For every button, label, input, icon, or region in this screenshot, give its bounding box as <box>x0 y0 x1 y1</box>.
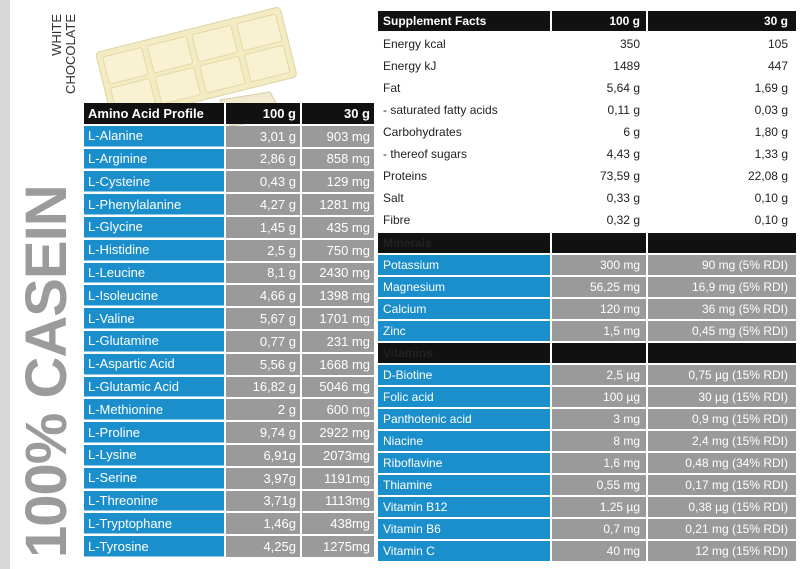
amino-row <box>84 240 374 261</box>
amino-name: L-Histidine <box>84 240 224 261</box>
vitamin-row <box>378 519 796 539</box>
amino-header-name: Amino Acid Profile <box>84 103 224 124</box>
facts-value-100g: 1489 <box>613 59 640 73</box>
supplement-facts-table <box>378 11 796 561</box>
amino-name: L-Methionine <box>84 399 224 420</box>
amino-row <box>84 126 374 147</box>
amino-name: L-Tyrosine <box>84 536 224 557</box>
facts-value-30g: 0,10 g <box>754 213 788 227</box>
mineral-value-100g: 300 mg <box>550 255 646 275</box>
amino-value-100g: 3,01 g <box>224 126 300 147</box>
vitamin-value-30g: 0,21 mg (15% RDI) <box>646 519 796 539</box>
amino-value-30g: 1668 mg <box>300 354 374 375</box>
vitamin-name: Thiamine <box>378 475 550 495</box>
vitamin-value-30g: 0,9 mg (15% RDI) <box>646 409 796 429</box>
vitamin-name: Niacine <box>378 431 550 451</box>
amino-header-30g: 30 g <box>300 103 374 124</box>
minerals-header-row <box>378 233 796 253</box>
facts-header-30g: 30 g <box>646 11 796 31</box>
vitamin-row <box>378 431 796 451</box>
amino-value-30g: 1281 mg <box>300 194 374 215</box>
vitamin-row <box>378 497 796 517</box>
mineral-value-100g: 120 mg <box>550 299 646 319</box>
facts-value-100g: 350 <box>619 37 640 51</box>
amino-value-30g: 1113mg <box>300 491 374 512</box>
facts-value-30g: 0,03 g <box>754 103 788 117</box>
amino-row <box>84 194 374 215</box>
vitamin-row <box>378 409 796 429</box>
amino-header-row <box>84 103 374 124</box>
vitamins-header-blank-2 <box>646 343 796 363</box>
vitamin-name: Folic acid <box>378 387 550 407</box>
vitamin-row <box>378 387 796 407</box>
amino-value-100g: 5,67 g <box>224 308 300 329</box>
facts-value-100g: 5,64 g <box>606 81 640 95</box>
vitamin-name: D-Biotine <box>378 365 550 385</box>
mineral-value-100g: 56,25 mg <box>550 277 646 297</box>
minerals-title: Minerals <box>378 233 550 253</box>
amino-value-30g: 2430 mg <box>300 263 374 284</box>
amino-value-100g: 4,27 g <box>224 194 300 215</box>
facts-value-100g: 73,59 g <box>599 169 640 183</box>
amino-name: L-Valine <box>84 308 224 329</box>
amino-row <box>84 468 374 489</box>
facts-row <box>378 99 796 121</box>
facts-header-100g: 100 g <box>550 11 646 31</box>
amino-value-100g: 5,56 g <box>224 354 300 375</box>
amino-row <box>84 445 374 466</box>
amino-row <box>84 285 374 306</box>
amino-value-100g: 2 g <box>224 399 300 420</box>
mineral-row <box>378 299 796 319</box>
mineral-row <box>378 255 796 275</box>
vitamins-header-blank-1 <box>550 343 646 363</box>
facts-name: Fibre <box>383 213 411 227</box>
facts-value-100g: 0,32 g <box>606 213 640 227</box>
facts-name: - saturated fatty acids <box>383 103 498 117</box>
mineral-value-30g: 0,45 mg (5% RDI) <box>646 321 796 341</box>
amino-value-30g: 2922 mg <box>300 422 374 443</box>
mineral-name: Zinc <box>378 321 550 341</box>
mineral-row <box>378 321 796 341</box>
amino-value-30g: 1275mg <box>300 536 374 557</box>
amino-value-100g: 9,74 g <box>224 422 300 443</box>
vitamin-row <box>378 365 796 385</box>
facts-value-100g: 0,33 g <box>606 191 640 205</box>
vitamin-name: Vitamin B6 <box>378 519 550 539</box>
vitamin-value-100g: 1,6 mg <box>550 453 646 473</box>
amino-value-100g: 1,45 g <box>224 217 300 238</box>
vitamin-value-30g: 0,48 mg (34% RDI) <box>646 453 796 473</box>
amino-row <box>84 171 374 192</box>
mineral-value-100g: 1,5 mg <box>550 321 646 341</box>
amino-name: L-Leucine <box>84 263 224 284</box>
vitamin-value-30g: 0,38 µg (15% RDI) <box>646 497 796 517</box>
amino-row <box>84 399 374 420</box>
minerals-header-blank-2 <box>646 233 796 253</box>
mineral-name: Potassium <box>378 255 550 275</box>
amino-name: L-Aspartic Acid <box>84 354 224 375</box>
facts-name: Carbohydrates <box>383 125 462 139</box>
vitamin-value-100g: 1,25 µg <box>550 497 646 517</box>
facts-value-100g: 0,11 g <box>607 103 640 117</box>
vitamin-value-100g: 8 mg <box>550 431 646 451</box>
amino-name: L-Tryptophane <box>84 513 224 534</box>
amino-value-30g: 438mg <box>300 513 374 534</box>
amino-value-100g: 3,97g <box>224 468 300 489</box>
vitamin-row <box>378 475 796 495</box>
facts-value-30g: 105 <box>767 37 788 51</box>
facts-row <box>378 165 796 187</box>
mineral-name: Calcium <box>378 299 550 319</box>
vitamin-name: Vitamin B12 <box>378 497 550 517</box>
amino-row <box>84 422 374 443</box>
flavor-label <box>50 14 80 124</box>
facts-value-30g: 1,69 g <box>754 81 788 95</box>
amino-value-100g: 2,86 g <box>224 149 300 170</box>
mineral-value-30g: 36 mg (5% RDI) <box>646 299 796 319</box>
amino-row <box>84 331 374 352</box>
amino-acid-table <box>84 101 374 559</box>
amino-name: L-Glycine <box>84 217 224 238</box>
vitamin-value-30g: 12 mg (15% RDI) <box>646 541 796 561</box>
facts-name: Salt <box>383 191 404 205</box>
amino-name: L-Threonine <box>84 491 224 512</box>
amino-name: L-Cysteine <box>84 171 224 192</box>
amino-value-30g: 903 mg <box>300 126 374 147</box>
amino-name: L-Serine <box>84 468 224 489</box>
vitamin-row <box>378 453 796 473</box>
mineral-value-30g: 90 mg (5% RDI) <box>646 255 796 275</box>
amino-row <box>84 491 374 512</box>
amino-row <box>84 149 374 170</box>
brand-title: 100% CASEIN <box>14 185 79 558</box>
amino-value-100g: 8,1 g <box>224 263 300 284</box>
vitamin-value-100g: 0,7 mg <box>550 519 646 539</box>
amino-row <box>84 513 374 534</box>
amino-name: L-Glutamine <box>84 331 224 352</box>
mineral-name: Magnesium <box>378 277 550 297</box>
amino-value-100g: 0,77 g <box>224 331 300 352</box>
amino-name: L-Proline <box>84 422 224 443</box>
amino-value-30g: 129 mg <box>300 171 374 192</box>
amino-value-30g: 600 mg <box>300 399 374 420</box>
vitamin-value-30g: 30 µg (15% RDI) <box>646 387 796 407</box>
facts-value-30g: 22,08 g <box>747 169 788 183</box>
facts-value-30g: 0,10 g <box>754 191 788 205</box>
vitamin-value-30g: 0,75 µg (15% RDI) <box>646 365 796 385</box>
amino-name: L-Isoleucine <box>84 285 224 306</box>
facts-header-row <box>378 11 796 31</box>
facts-row <box>378 77 796 99</box>
vitamin-name: Riboflavine <box>378 453 550 473</box>
amino-row <box>84 377 374 398</box>
amino-value-30g: 1701 mg <box>300 308 374 329</box>
vitamin-value-100g: 100 µg <box>550 387 646 407</box>
facts-value-100g: 4,43 g <box>606 147 640 161</box>
amino-value-100g: 2,5 g <box>224 240 300 261</box>
vitamin-value-30g: 2,4 mg (15% RDI) <box>646 431 796 451</box>
amino-row <box>84 263 374 284</box>
facts-row <box>378 209 796 231</box>
amino-row <box>84 217 374 238</box>
facts-value-100g: 6 g <box>623 125 640 139</box>
amino-value-100g: 0,43 g <box>224 171 300 192</box>
facts-name: Proteins <box>383 169 428 183</box>
amino-value-100g: 3,71g <box>224 491 300 512</box>
amino-name: L-Alanine <box>84 126 224 147</box>
facts-name: Energy kJ <box>383 59 437 73</box>
amino-value-30g: 1191mg <box>300 468 374 489</box>
facts-row <box>378 121 796 143</box>
vitamins-header-row <box>378 343 796 363</box>
flavor-line1: WHITE <box>49 14 64 56</box>
amino-row <box>84 308 374 329</box>
amino-name: L-Arginine <box>84 149 224 170</box>
amino-value-100g: 4,66 g <box>224 285 300 306</box>
amino-value-30g: 2073mg <box>300 445 374 466</box>
amino-value-30g: 435 mg <box>300 217 374 238</box>
amino-row <box>84 354 374 375</box>
facts-name: Energy kcal <box>383 37 446 51</box>
flavor-label-wrap <box>50 14 80 124</box>
vitamin-value-100g: 0,55 mg <box>550 475 646 495</box>
amino-row <box>84 536 374 557</box>
vitamin-value-100g: 2,5 µg <box>550 365 646 385</box>
amino-value-30g: 5046 mg <box>300 377 374 398</box>
amino-name: L-Glutamic Acid <box>84 377 224 398</box>
minerals-header-blank-1 <box>550 233 646 253</box>
amino-value-100g: 1,46g <box>224 513 300 534</box>
facts-value-30g: 1,33 g <box>754 147 788 161</box>
facts-row <box>378 55 796 77</box>
amino-value-30g: 750 mg <box>300 240 374 261</box>
amino-value-100g: 4,25g <box>224 536 300 557</box>
facts-name: Fat <box>383 81 401 95</box>
vitamin-value-30g: 0,17 mg (15% RDI) <box>646 475 796 495</box>
amino-value-30g: 1398 mg <box>300 285 374 306</box>
facts-row <box>378 187 796 209</box>
amino-value-100g: 6,91g <box>224 445 300 466</box>
facts-value-30g: 1,80 g <box>754 125 788 139</box>
facts-header-name: Supplement Facts <box>378 11 550 31</box>
amino-header-100g: 100 g <box>224 103 300 124</box>
vitamin-value-100g: 3 mg <box>550 409 646 429</box>
vitamins-title: Vitamins <box>378 343 550 363</box>
amino-name: L-Lysine <box>84 445 224 466</box>
vitamin-name: Panthotenic acid <box>378 409 550 429</box>
amino-name: L-Phenylalanine <box>84 194 224 215</box>
vitamin-value-100g: 40 mg <box>550 541 646 561</box>
facts-value-30g: 447 <box>767 59 788 73</box>
vitamin-row <box>378 541 796 561</box>
vitamin-name: Vitamin C <box>378 541 550 561</box>
left-stripe <box>0 0 10 569</box>
flavor-line2: CHOCOLATE <box>63 14 78 94</box>
facts-row <box>378 143 796 165</box>
mineral-value-30g: 16,9 mg (5% RDI) <box>646 277 796 297</box>
amino-value-30g: 858 mg <box>300 149 374 170</box>
amino-value-30g: 231 mg <box>300 331 374 352</box>
amino-value-100g: 16,82 g <box>224 377 300 398</box>
mineral-row <box>378 277 796 297</box>
facts-row <box>378 33 796 55</box>
facts-name: - thereof sugars <box>383 147 468 161</box>
